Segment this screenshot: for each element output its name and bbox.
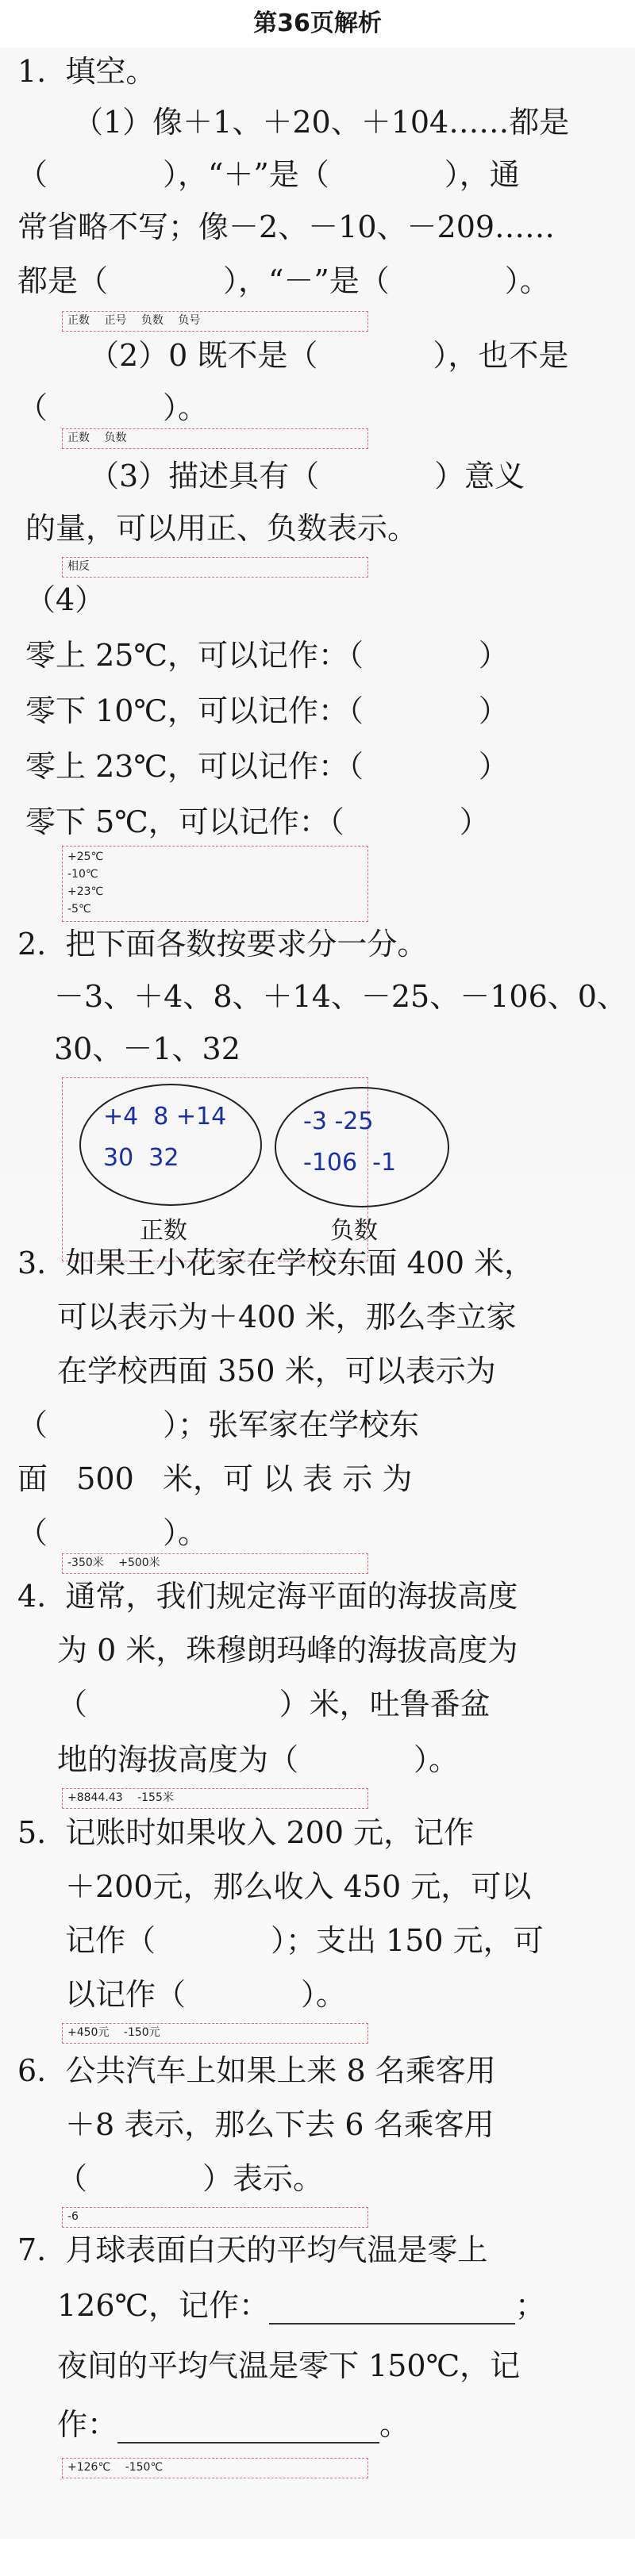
page-title: 第36页解析: [253, 10, 382, 37]
answer-text: -6: [67, 2210, 79, 2223]
answer-text: -155米: [137, 1791, 174, 1804]
q7-answer-box: [62, 2458, 368, 2478]
q3-line6: （ ）。: [17, 1515, 208, 1550]
q7-line4-end: 。: [379, 2407, 410, 2442]
q3-line5: 面 500 米，可 以 表 示 为: [17, 1461, 413, 1496]
q4-line4: 地的海拔高度为（ ）。: [57, 1742, 459, 1777]
q1-p4-line: 零下 10℃，可以记作：（ ）: [25, 693, 509, 728]
answer-text: 正数: [67, 314, 90, 327]
q7-line1: 7. 月球表面白天的平均气温是零上: [17, 2232, 488, 2267]
q2-line2: 30、－1、32: [54, 1031, 241, 1066]
q1-p4-line: 零上 25℃，可以记作：（ ）: [25, 638, 509, 673]
q6-line2: ＋8 表示，那么下去 6 名乘客用: [65, 2107, 495, 2142]
q1-p2-line2: （ ）。: [17, 390, 208, 425]
answer-text: 正号: [104, 314, 127, 327]
q1-p1-line3: 常省略不写；像－2、－10、－209……: [17, 209, 556, 244]
q4-line1: 4. 通常，我们规定海平面的海拔高度: [17, 1579, 518, 1614]
q3-line1: 3. 如果王小花家在学校东面 400 米，: [17, 1246, 535, 1280]
answer-text: 负数: [104, 432, 127, 444]
q1-p1-line2: （ ），“＋”是（ ），通: [17, 157, 520, 192]
fill-blank-line: [269, 2296, 515, 2325]
q4-answer-box: [62, 1788, 368, 1809]
negative-numbers-row2: -106 -1: [303, 1149, 397, 1177]
answer-text: +25℃: [67, 850, 104, 863]
q4-line3: （ ）米，吐鲁番盆: [57, 1687, 491, 1722]
q1-p4-line: 零上 23℃，可以记作：（ ）: [25, 749, 509, 784]
q1-p1-line1: （1）像＋1、＋20、＋104……都是: [73, 105, 570, 140]
answer-text: +126℃: [67, 2461, 111, 2474]
q2-line1: －3、＋4、8、＋14、－25、－106、0、: [54, 979, 627, 1014]
answer-text: -350米: [67, 1557, 104, 1569]
answer-text: 正数: [67, 432, 90, 444]
q3-line3: 在学校西面 350 米，可以表示为: [57, 1353, 496, 1388]
answer-text: -5℃: [67, 903, 91, 916]
q1-p2-answer-box: [62, 428, 368, 449]
q1-p4-line: 零下 5℃，可以记作：（ ）: [25, 804, 490, 839]
answer-text: +500米: [118, 1557, 160, 1569]
q3-line4: （ ）；张军家在学校东: [17, 1407, 419, 1442]
q1-heading: 1. 填空。: [17, 54, 156, 89]
q1-p1-answer-box: [62, 311, 368, 332]
q5-line4: 以记作（ ）。: [65, 1977, 346, 2012]
negative-number-ellipse: [275, 1087, 449, 1207]
q1-p2-line1: （2）0 既不是（ ），也不是: [89, 338, 569, 373]
negative-numbers-row1: -3 -25: [303, 1108, 374, 1135]
answer-text: -10℃: [67, 868, 98, 881]
q7-line3: 夜间的平均气温是零下 150℃，记: [57, 2348, 521, 2383]
q5-line1: 5. 记账时如果收入 200 元，记作: [17, 1815, 475, 1850]
q5-line2: ＋200元，那么收入 450 元，可以: [65, 1869, 532, 1904]
q7-line4: [57, 2405, 410, 2444]
q7-line2-text: 126℃，记作：: [57, 2288, 270, 2323]
q1-p4-heading: （4）: [25, 582, 106, 617]
q1-p1-line4: 都是（ ），“－”是（ ）。: [17, 263, 550, 298]
q6-line3: （ ）表示。: [57, 2161, 323, 2196]
q6-answer-box: [62, 2207, 368, 2228]
answer-text: 相反: [67, 560, 90, 573]
q3-line2: 可以表示为＋400 米，那么李立家: [57, 1300, 517, 1334]
positive-label: 正数: [140, 1217, 187, 1245]
answer-text: +23℃: [67, 885, 104, 898]
positive-numbers-row2: 30 32: [103, 1144, 179, 1172]
positive-numbers-row1: +4 8 +14: [103, 1103, 227, 1131]
answer-text: +8844.43: [67, 1791, 123, 1804]
q5-answer-box: [62, 2023, 368, 2044]
q6-line1: 6. 公共汽车上如果上来 8 名乘客用: [17, 2053, 496, 2088]
q7-line4-text: 作：: [57, 2407, 118, 2442]
q2-heading: 2. 把下面各数按要求分一分。: [17, 927, 428, 962]
q1-p4-answer-box: [62, 846, 368, 922]
q1-p3-answer-box: [62, 557, 368, 578]
answer-text: +450元: [67, 2026, 110, 2039]
q7-line2-end: ；: [515, 2288, 546, 2323]
answer-text: 负数: [140, 314, 164, 327]
negative-label: 负数: [330, 1217, 378, 1245]
fill-blank-line: [117, 2415, 379, 2444]
answer-text: 负号: [178, 314, 201, 327]
q3-answer-box: [62, 1553, 368, 1574]
q1-p3-line2: 的量，可以用正、负数表示。: [25, 511, 418, 546]
answer-text: -150元: [123, 2026, 160, 2039]
q7-line2: [57, 2286, 545, 2325]
q4-line2: 为 0 米，珠穆朗玛峰的海拔高度为: [57, 1633, 518, 1668]
q1-p3-line1: （3）描述具有（ ）意义: [89, 459, 525, 493]
q5-line3: 记作（ ）；支出 150 元，可: [65, 1923, 544, 1958]
answer-text: -150℃: [125, 2461, 164, 2474]
